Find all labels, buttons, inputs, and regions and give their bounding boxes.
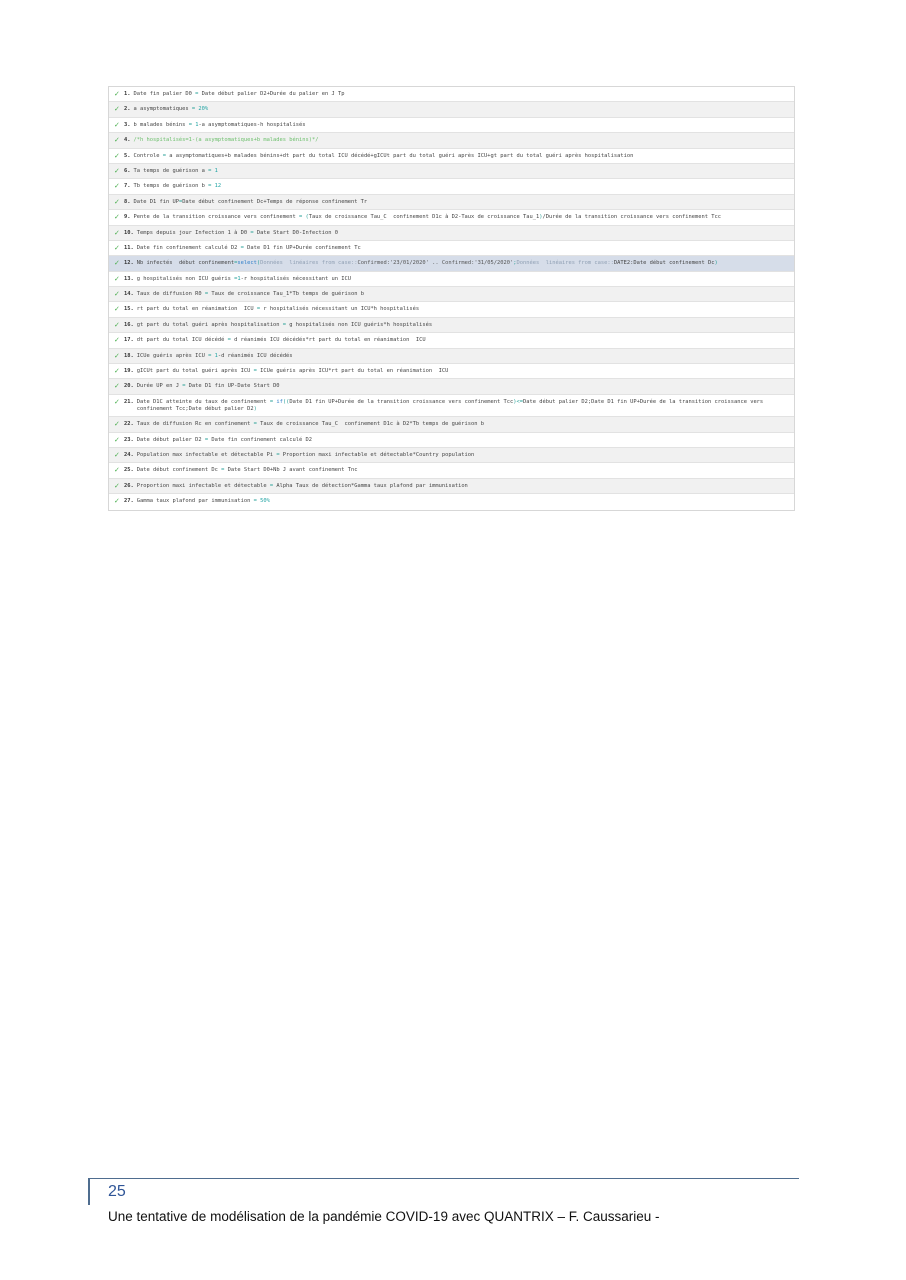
formula-segment: = — [208, 352, 212, 359]
formula-segment: Tb temps de guérison b — [133, 183, 209, 190]
formula-number: 26. — [124, 482, 134, 489]
page-number: 25 — [108, 1183, 126, 1200]
formula-row[interactable] — [109, 241, 794, 256]
formula-row[interactable] — [109, 287, 794, 302]
formula-segment: /Durée de la transition croissance vers confinement Tcc — [542, 214, 721, 221]
formula-segment: Date début confinement Dc — [136, 467, 222, 474]
formula-segment: if — [276, 398, 283, 405]
formula-segment: = — [269, 398, 274, 405]
formula-segment: ; — [513, 260, 517, 267]
formula-segment: = — [269, 482, 274, 489]
formula-number: 27. — [124, 498, 134, 505]
formula-segment: ( — [305, 214, 309, 221]
formula-segment: = — [178, 198, 183, 205]
footer-rule — [88, 1178, 799, 1179]
formula-segment: g hospitalisés non ICU guéris*h hospitalisés — [286, 321, 433, 328]
formula-segment: Date Start D0+Nb J avant confinement Tnc — [224, 467, 358, 474]
checkmark-icon: ✓ — [114, 213, 120, 222]
formula-text — [134, 168, 791, 175]
formula-segment: dt part du total ICU décédé — [136, 337, 228, 344]
formula-segment: 1 — [237, 275, 241, 282]
formula-segment: -a asymptomatiques-h hospitalisés — [198, 121, 306, 128]
formula-list — [108, 86, 795, 511]
checkmark-icon: ✓ — [114, 367, 120, 376]
formula-segment: -r hospitalisés nécessitant un ICU — [240, 275, 351, 282]
formula-segment: Date D1 fin UP — [133, 198, 179, 205]
formula-segment: 1 — [214, 352, 218, 359]
formula-segment: Date fin confinement calculé D2 — [136, 244, 241, 251]
formula-row[interactable] — [109, 195, 794, 210]
checkmark-icon: ✓ — [114, 120, 120, 129]
formula-text — [134, 91, 791, 98]
formula-segment: Date fin confinement calculé D2 — [208, 436, 313, 443]
formula-number: 22. — [124, 421, 134, 428]
formula-segment: ICUe guéris après ICU — [136, 352, 209, 359]
formula-segment: Date Start D0-Infection 0 — [253, 229, 338, 236]
formula-segment: 12 — [214, 183, 222, 190]
formula-segment: Date début confinement Dc+Temps de réponse confinement Tr — [182, 198, 368, 205]
formula-text — [134, 153, 791, 160]
formula-text — [134, 183, 791, 190]
formula-number: 9. — [124, 214, 131, 221]
formula-text — [137, 383, 790, 390]
formula-text — [137, 337, 790, 344]
formula-row[interactable] — [109, 179, 794, 194]
formula-row[interactable] — [109, 87, 794, 102]
checkmark-icon: ✓ — [114, 466, 120, 475]
formula-number: 25. — [124, 467, 134, 474]
formula-segment: Pente de la transition croissance vers confinement — [133, 214, 300, 221]
checkmark-icon: ✓ — [114, 243, 120, 252]
formula-row[interactable] — [109, 210, 794, 225]
formula-segment: ) — [539, 214, 543, 221]
formula-segment: Population max infectable et détectable Pi — [136, 452, 277, 458]
checkmark-icon: ✓ — [114, 182, 120, 191]
formula-segment: Date début palier D2 — [136, 436, 205, 443]
formula-number: 20. — [124, 383, 134, 390]
formula-row[interactable] — [109, 463, 794, 478]
formula-row[interactable] — [109, 256, 794, 271]
formula-row[interactable] — [109, 272, 794, 287]
formula-row[interactable] — [109, 102, 794, 117]
formula-segment: = — [276, 452, 280, 458]
formula-segment: Durée UP en J — [136, 383, 183, 390]
checkmark-icon: ✓ — [114, 166, 120, 175]
formula-text — [137, 230, 790, 237]
formula-segment: Confirmed:'23/01/2020' .. Confirmed:'31/05/2020' — [357, 260, 514, 267]
formula-row[interactable] — [109, 318, 794, 333]
formula-text — [137, 483, 790, 490]
checkmark-icon: ✓ — [114, 274, 120, 283]
formula-number: 3. — [124, 121, 131, 128]
formula-segment: /*h hospitalisés=1-(a asymptomatiques+b malades bénins)*/ — [133, 137, 319, 144]
formula-number: 17. — [124, 337, 134, 344]
formula-text — [137, 452, 790, 459]
formula-text — [137, 245, 790, 252]
formula-segment: b malades bénins — [133, 121, 189, 128]
formula-text — [137, 421, 790, 428]
formula-text — [137, 353, 790, 360]
formula-segment: = — [299, 214, 303, 221]
formula-segment: Taux de croissance Tau_C confinement D1c à D2-Taux de croissance Tau_1 — [308, 214, 540, 221]
formula-row[interactable] — [109, 118, 794, 133]
formula-segment: ) — [253, 406, 257, 413]
formula-text — [137, 368, 790, 375]
formula-row[interactable] — [109, 479, 794, 494]
formula-row[interactable] — [109, 133, 794, 148]
formula-row[interactable] — [109, 448, 794, 463]
formula-segment: g hospitalisés non ICU guéris — [136, 275, 235, 282]
checkmark-icon: ✓ — [114, 336, 120, 345]
formula-segment: Controle — [133, 152, 163, 159]
checkmark-icon: ✓ — [114, 451, 120, 459]
formula-text — [134, 199, 791, 206]
formula-row[interactable] — [109, 433, 794, 448]
formula-number: 16. — [124, 321, 134, 328]
formula-segment: = — [162, 152, 166, 159]
checkmark-icon: ✓ — [114, 420, 120, 429]
formula-segment: Données linéaires from case:: — [516, 260, 614, 267]
formula-segment: Date fin palier D0 — [133, 91, 196, 97]
formula-number: 18. — [124, 352, 134, 359]
checkmark-icon: ✓ — [114, 90, 120, 98]
formula-number: 11. — [124, 244, 134, 251]
formula-segment: Gamma taux plafond par immunisation — [136, 498, 254, 505]
formula-number: 23. — [124, 436, 134, 443]
formula-segment: Taux de croissance Tau_1*Tb temps de guérison b — [208, 291, 364, 298]
formula-segment: = — [240, 244, 244, 251]
formula-segment: = — [182, 383, 186, 390]
formula-number: 14. — [124, 291, 134, 298]
checkmark-icon: ✓ — [114, 481, 120, 490]
formula-number: 13. — [124, 275, 134, 282]
formula-segment: Ta temps de guérison a — [133, 167, 209, 174]
formula-segment: a asymptomatiques+b malades bénins+dt part du total ICU décédé+gICUt part du total guéri après ICU+gt part du total guéri après hospitalisation — [165, 152, 634, 159]
formula-text — [137, 260, 790, 267]
formula-segment: = — [188, 121, 192, 128]
formula-row[interactable] — [109, 333, 794, 348]
formula-row[interactable] — [109, 494, 794, 509]
formula-row[interactable] — [109, 395, 794, 417]
formula-row[interactable] — [109, 417, 794, 432]
checkmark-icon: ✓ — [114, 382, 120, 391]
formula-segment: Date début palier D2;Date D1 fin UP+Durée de la transition croissance vers confinement Tcc;Date début palier D2 — [136, 398, 767, 413]
checkmark-icon: ✓ — [114, 305, 120, 314]
formula-segment: ( — [256, 260, 261, 267]
formula-segment: Date D1C atteinte du taux de confinement — [136, 398, 270, 405]
formula-text — [134, 214, 791, 221]
formula-number: 2. — [124, 106, 131, 113]
formula-segment: = — [195, 91, 199, 97]
formula-segment: = — [253, 421, 257, 428]
formula-number: 15. — [124, 306, 134, 313]
formula-text — [137, 467, 790, 474]
formula-text — [137, 291, 790, 298]
checkmark-icon: ✓ — [114, 197, 120, 206]
formula-segment: Date début palier D2+Durée du palier en J Tp — [198, 91, 345, 97]
checkmark-icon: ✓ — [114, 290, 120, 299]
formula-segment: Données linéaires from case:: — [260, 260, 358, 267]
formula-segment: Proportion maxi infectable et détectable*Country population — [279, 452, 475, 458]
checkmark-icon: ✓ — [114, 497, 120, 506]
formula-text — [137, 276, 790, 283]
formula-segment: r hospitalisés nécessitant un ICU*h hospitalisés — [260, 306, 420, 313]
formula-segment: Date D1 fin UP-Date Start D0 — [185, 383, 280, 390]
formula-segment: Taux de diffusion Rc en confinement — [136, 421, 254, 428]
formula-segment: a asymptomatiques — [133, 106, 192, 113]
formula-segment: gt part du total guéri après hospitalisation — [136, 321, 283, 328]
formula-number: 12. — [124, 260, 134, 267]
formula-segment: = — [250, 229, 254, 236]
formula-segment: select — [237, 260, 257, 267]
checkmark-icon: ✓ — [114, 397, 120, 406]
formula-row[interactable] — [109, 349, 794, 364]
formula-segment: Date D1 fin UP+Durée confinement Tc — [243, 244, 361, 251]
checkmark-icon: ✓ — [114, 151, 120, 160]
formula-segment: = — [227, 337, 231, 344]
checkmark-icon: ✓ — [114, 228, 120, 237]
formula-segment: = — [208, 183, 212, 190]
formula-number: 6. — [124, 167, 131, 174]
formula-number: 7. — [124, 183, 131, 190]
formula-segment: = — [208, 167, 212, 174]
formula-number: 21. — [124, 398, 134, 405]
checkmark-icon: ✓ — [114, 351, 120, 360]
checkmark-icon: ✓ — [114, 259, 120, 268]
checkmark-icon: ✓ — [114, 105, 120, 114]
formula-segment: 1 — [214, 167, 218, 174]
formula-text — [137, 437, 790, 444]
formula-number: 1. — [124, 91, 131, 97]
formula-segment: Proportion maxi infectable et détectable — [136, 482, 270, 489]
formula-text — [137, 498, 790, 505]
formula-row[interactable] — [109, 226, 794, 241]
formula-row[interactable] — [109, 149, 794, 164]
formula-segment: DATE2:Date début confinement Dc — [613, 260, 715, 267]
formula-segment: gICUt part du total guéri après ICU — [136, 368, 254, 375]
formula-segment: = — [253, 368, 257, 375]
formula-segment: Alpha Taux de détection*Gamma taux plafond par immunisation — [273, 482, 468, 489]
formula-segment: = — [253, 498, 257, 505]
formula-segment: = — [204, 291, 209, 298]
formula-segment: -d réanimés ICU décédés — [217, 352, 293, 359]
formula-row[interactable] — [109, 302, 794, 317]
formula-segment: Temps depuis jour Infection 1 à D0 — [136, 229, 251, 236]
formula-text — [134, 122, 791, 129]
checkmark-icon: ✓ — [114, 136, 120, 145]
formula-segment: Nb infectés début confinement — [136, 260, 235, 267]
formula-text — [137, 306, 790, 313]
formula-segment: = — [256, 306, 261, 313]
formula-segment: 20% — [198, 106, 209, 113]
formula-segment: Taux de croissance Tau_C confinement D1c à D2*Tb temps de guérison b — [256, 421, 485, 428]
formula-segment: = — [191, 106, 196, 113]
footer-title: Une tentative de modélisation de la pandémie COVID-19 avec QUANTRIX – F. Caussarieu - — [108, 1209, 660, 1224]
formula-number: 4. — [124, 137, 131, 144]
formula-number: 19. — [124, 368, 134, 375]
formula-row[interactable] — [109, 364, 794, 379]
formula-segment: Date D1 fin UP+Durée de la transition croissance vers confinement Tcc — [289, 398, 514, 405]
formula-number: 5. — [124, 152, 131, 159]
formula-segment: ) — [714, 260, 718, 267]
formula-segment: = — [221, 467, 225, 474]
formula-segment: )<= — [513, 398, 524, 405]
formula-segment: Taux de diffusion R0 — [136, 291, 205, 298]
formula-segment: 1 — [195, 121, 199, 128]
formula-number: 24. — [124, 452, 134, 458]
formula-segment: (( — [282, 398, 290, 405]
formula-segment: rt part du total en réanimation ICU — [136, 306, 257, 313]
formula-segment: = — [234, 275, 238, 282]
formula-number: 10. — [124, 229, 134, 236]
formula-text — [137, 322, 790, 329]
formula-segment: d réanimés ICU décédés*rt part du total en réanimation ICU — [230, 337, 426, 344]
formula-number: 8. — [124, 198, 131, 205]
formula-row[interactable] — [109, 379, 794, 394]
formula-text — [137, 399, 790, 413]
formula-text — [134, 106, 791, 113]
formula-row[interactable] — [109, 164, 794, 179]
formula-segment: = — [234, 260, 238, 267]
checkmark-icon: ✓ — [114, 435, 120, 444]
formula-text — [134, 137, 791, 144]
checkmark-icon: ✓ — [114, 320, 120, 329]
formula-segment: = — [204, 436, 209, 443]
formula-segment: ICUe guéris après ICU*rt part du total en réanimation ICU — [256, 368, 449, 375]
footer-rule-accent — [88, 1179, 90, 1205]
formula-segment: 50% — [260, 498, 270, 505]
formula-segment: = — [282, 321, 287, 328]
